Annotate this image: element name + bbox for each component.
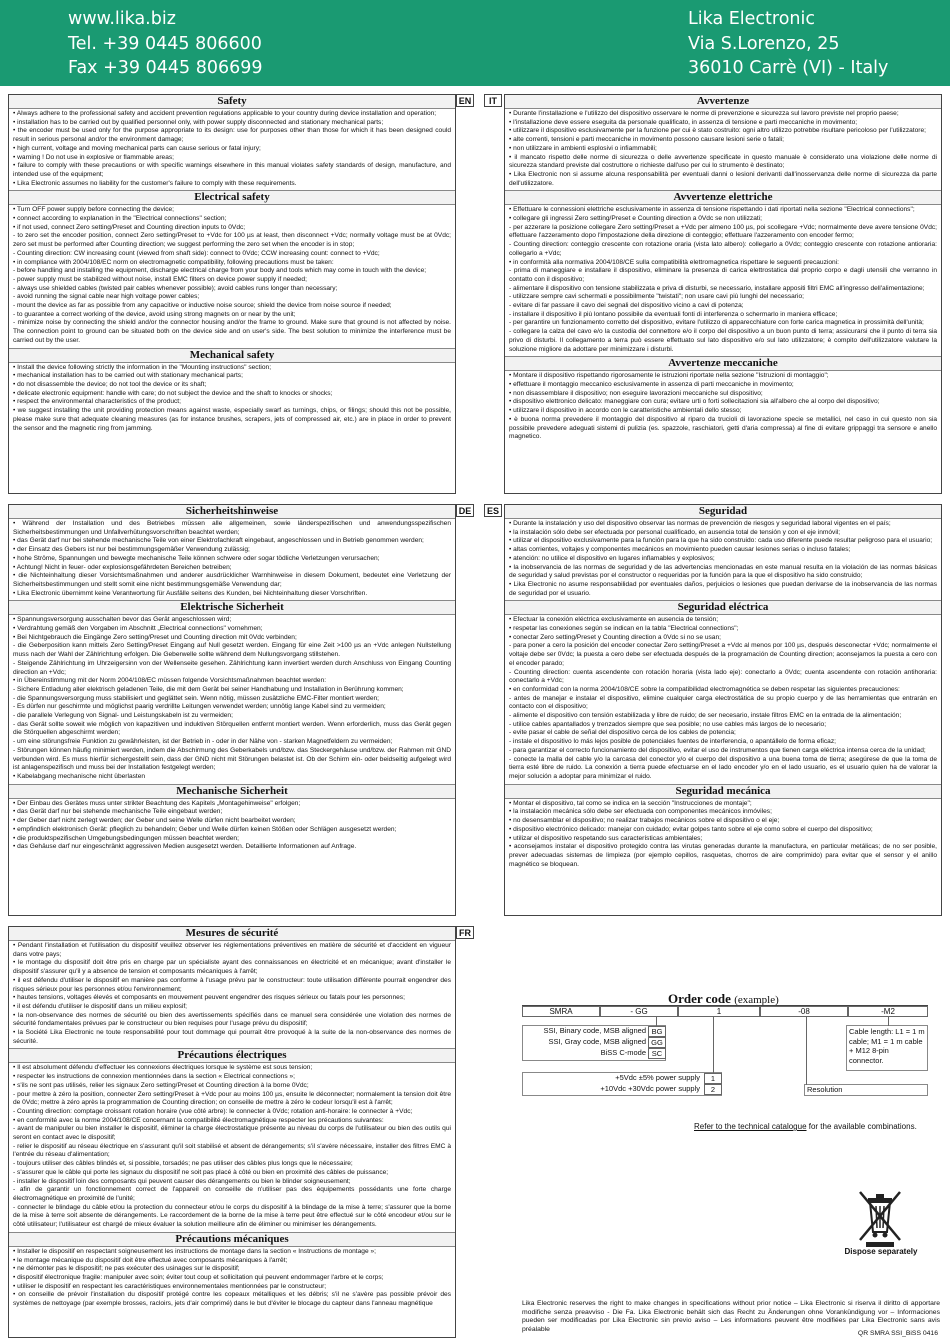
list-item: • le montage du dispositif doit être pris en charge par un spécialiste ayant des connaissances en électricité et en mécanique; avant d'installer le dispositif s'assurer qu'il y a absence de tension et composants mécaniques à l'arrêt;	[13, 959, 451, 976]
list-item: • s'ils ne sont pas utilisés, relier les signaux Zero setting/Preset et Counting direction à la borne 0Vdc;	[13, 1081, 309, 1089]
fr-electrical-title: Précautions électriques	[9, 1048, 455, 1063]
list-item: • il est défendu d'utiliser le dispositif en manière pas conforme à l'usage prévu par le constructeur: toute utilisation différente pourrait engendrer des risques sérieux pour les personnes et/ou l'environnement;	[13, 976, 451, 993]
list-item: - alimente el dispositivo con tensión estabilizada y libre de ruido; de ser necesario, instale filtros EMC en la entrada de la alimentación;	[509, 712, 902, 720]
de-safety-title: Sicherheitshinweise	[9, 505, 455, 519]
code-part-output: - GG	[600, 1006, 678, 1017]
en-safety-title: Safety	[9, 95, 455, 109]
list-item: • die produktspezifischen Umgebungsbedingungen müssen beachtet werden;	[13, 834, 239, 842]
output-option-code-bg: BG	[648, 1026, 666, 1037]
list-item: - utilizzare sempre cavi schermati e possibilmente "twistati"; non usare cavi più lunghi del necessario;	[509, 293, 804, 301]
supply-option-label-1: +5Vdc ±5% power supply	[615, 1073, 700, 1082]
it-safety-list	[505, 109, 941, 190]
catalogue-note-rest: for the available combinations.	[806, 1122, 917, 1131]
list-item: • we suggest installing the unit providing protection means against waste, especially swarf as turnings, chips, or filings; should this not be possible, please make sure that adequate cleaning measures (as for instance brushes, scrapers, jets of compressed air, etc.) are in place in order to prevent the sensor and the magnetic ring from jamming.	[13, 407, 451, 432]
es-mechanical-title: Seguridad mecánica	[505, 784, 941, 799]
de-safety-block	[8, 504, 456, 916]
list-item: • utilizar el dispositivo exclusivamente para la función para la que ha sido construido: cada uso diferente puede resultar peligroso para el usuario;	[509, 537, 933, 545]
it-safety-block	[504, 94, 942, 494]
list-item: - Counting direction: comptage croissant rotation horaire (vue côté arbre): le connecter à 0Vdc; rotation anti-horaire: le connecter à +Vdc;	[13, 1107, 413, 1115]
es-safety-title: Seguridad	[505, 505, 941, 519]
fr-safety-block	[8, 926, 456, 1338]
footer-disclaimer: Lika Electronic reserves the right to make changes in specifications without prior notice – Lika Electronic si riserva il diritto di apportare modifiche senza preavviso - Die Fa. Lika Electronic behält sich das Recht zu Änderungen ohne Vorankündigung vor – Informaciones pueden ser modificadas por Lika Electronic sin previo aviso – Les informations peuvent être modifiées par Lika Electronic sans avis préalable	[522, 1300, 940, 1333]
fr-electrical-list	[9, 1063, 455, 1231]
list-item: • conectar Zero setting/Preset y Counting direction a 0Vdc si no se usan;	[509, 633, 721, 641]
list-item: • il est défendu d'utiliser le dispositif dans un milieu explosif;	[13, 1002, 187, 1010]
list-item: • Montare il dispositivo rispettando rigorosamente le istruzioni riportate nella sezione "Istruzioni di montaggio";	[509, 372, 829, 380]
list-item: - toujours utiliser des câbles blindés et, si possible, torsadés; ne pas utiliser des câbles plus longs que le nécessaire;	[13, 1160, 353, 1168]
code-part-supply: 1	[678, 1006, 760, 1017]
fr-safety-list	[9, 941, 455, 1048]
company-name: Lika Electronic	[688, 9, 815, 29]
list-item: • in conformità alla normativa 2004/108/CE sulla compatibilità elettromagnetica rispettare le seguenti precauzioni:	[509, 258, 839, 266]
header-address	[688, 7, 888, 81]
list-item: • Efectuar la conexión eléctrica exclusivamente en ausencia de tensión;	[509, 616, 719, 624]
list-item: - installare il dispositivo il più lontano possibile da eventuali fonti di interferenza o schermarlo in maniera efficace;	[509, 310, 838, 318]
list-item: • respecter les instructions de connexion mentionnées dans la section « Electrical connections »;	[13, 1073, 295, 1081]
list-item: - conecte la malla del cable y/o la carcasa del conector y/o el cuerpo del dispositivo a una buena toma de tierra; asegúrese de que la toma de tierra esté libre de ruido. La conexión a tierra puede efectuarse en el lado encoder y/o en el lado usuario, es el usuario quien ha de valorar la mejor solución a adoptar para minimizar el ruido.	[509, 755, 937, 780]
list-item: - die Spannungsversorgung muss stabilisiert und geglättet sein. Wenn nötig, müssen zusätzliche EMC-Filter montiert werden;	[13, 694, 380, 702]
list-item: - antes de manejar e instalar el dispositivo, elimine cualquier carga electrostática de su propio cuerpo y de las herramientas que entrarán en contacto con el dispositivo;	[509, 694, 937, 711]
en-safety-list	[9, 109, 455, 190]
en-electrical-title: Electrical safety	[9, 190, 455, 205]
catalogue-note	[694, 1122, 917, 1133]
fax-text: Fax +39 0445 806699	[68, 58, 263, 78]
lang-badge-fr: FR	[456, 926, 474, 939]
list-item: - per azzerare la posizione collegare Zero setting/Preset a +Vdc per almeno 100 µs, poi scollegare +Vdc; normalmente deve avere tensione 0Vdc; effettuare l'azzeramento dopo l'impostazione della direzione di conteggio; effettuare l'azzeramento con encoder fermo;	[509, 223, 937, 240]
list-item: • installation has to be carried out by qualified personnel only, with power supply disconnected and stationary mechanical parts;	[13, 118, 384, 126]
list-item: • utilizzare il dispositivo esclusivamente per la funzione per cui è stato costruito: ogni altro utilizzo potrebbe risultare pericoloso per l'utilizzatore;	[509, 127, 926, 135]
output-option-label-gg: SSI, Gray code, MSB aligned	[548, 1037, 646, 1046]
list-item: • ne démonter pas le dispositif; ne pas exécuter des usinages sur le dispositif;	[13, 1265, 240, 1273]
list-item: • mechanical installation has to be carried out with stationary mechanical parts;	[13, 372, 243, 380]
list-item: • warning ! Do not use in explosive or flammable areas;	[13, 153, 175, 161]
catalogue-link[interactable]: Refer to the technical catalogue	[694, 1122, 807, 1131]
list-item: - die parallele Verlegung von Signal- und Leistungskabeln ist zu vermeiden;	[13, 712, 233, 720]
list-item: - evite pasar el cable de señal del dispositivo cerca de los cables de potencia;	[509, 729, 736, 737]
list-item: - Counting direction: CW increasing count (viewed from shaft side): connect to 0Vdc; CCW increasing count: connect to +Vdc;	[13, 249, 380, 257]
list-item: • la inobservancia de las normas de seguridad y de las advertencias mencionadas en este manual resulta en la violación de las normas básicas de seguridad y salud previstas por el constructor o requeridas por la función para la que el dispositivo ha sido construido;	[509, 563, 937, 580]
lang-badge-de: DE	[456, 504, 474, 517]
en-mechanical-title: Mechanical safety	[9, 348, 455, 363]
list-item: • der Geber darf nicht zerlegt werden; der Geber und seine Welle dürfen nicht bearbeitet werden;	[13, 817, 296, 825]
list-item: • Effettuare le connessioni elettriche esclusivamente in assenza di tensione rispettando i dati riportati nella sezione "Electrical connections";	[509, 206, 915, 214]
de-mechanical-list	[9, 799, 455, 854]
list-item: - alimentare il dispositivo con tensione stabilizzata e priva di disturbi, se necessario, installare appositi filtri EMC all'ingresso dell'alimentazione;	[509, 284, 925, 292]
list-item: • collegare gli ingressi Zero setting/Preset e Counting direction a 0Vdc se non utilizzati;	[509, 215, 763, 223]
list-item: • in compliance with 2004/108/EC norm on electromagnetic compatibility, following precautions must be taken:	[13, 258, 334, 266]
output-option-code-gg: GG	[648, 1037, 666, 1048]
list-item: • effettuare il montaggio meccanico esclusivamente in assenza di parti meccaniche in movimento;	[509, 380, 794, 388]
it-electrical-title: Avvertenze elettriche	[505, 190, 941, 205]
tel-text: Tel. +39 0445 806600	[68, 33, 262, 54]
list-item: - evitare di far passare il cavo dei segnali del dispositivo vicino a cavi di potenza;	[509, 302, 744, 310]
list-item: • dispositivo electrónico delicado: manejar con cuidado; evitar golpes tanto sobre el eje como sobre el cuerpo del dispositivo;	[509, 825, 873, 833]
list-item: - pour mettre à zéro la position, connecter Zero setting/Preset à +Vdc pour au moins 100 µs, ensuite le déconnecter; normalement la tension doit être de 0Vdc; mettre à zéro après la programmation de Counting direction; on conseille de mettre à zéro le codeur lorsqu'il est à l'arrêt;	[13, 1090, 451, 1107]
list-item: - die Geberposition kann mittels Zero Setting/Preset Eingang auf Null gesetzt werden. Eingang für eine Zeit >100 µs an +Vdc anlegen Nullstellung muss nach der Wahl der Zählrichtung erfolgen. Die Geberwelle sollte während dem Nullungsvorgang stillstehen.	[13, 642, 451, 659]
crossed-bin-icon	[848, 1188, 912, 1248]
cable-length-note: Cable length: L1 = 1 m cable; M1 = 1 m cable + M12 8-pin connector.	[846, 1025, 928, 1071]
list-item: • do not disassemble the device; do not tool the device or its shaft;	[13, 380, 207, 388]
page-header	[0, 0, 950, 86]
list-item: • empfindlich elektronisch Gerät: pfleglich zu behandeln; Geber und Welle dürfen keinen Stößen oder Schlägen ausgesetzt werden;	[13, 825, 397, 833]
list-item: - mount the device as far as possible from any capacitive or inductive noise source; shield the device from noise source if needed;	[13, 302, 392, 310]
street-text: Via S.Lorenzo, 25	[688, 33, 840, 54]
es-electrical-title: Seguridad eléctrica	[505, 600, 941, 615]
code-part-resolution: -08	[760, 1006, 848, 1017]
supply-connector-line	[713, 1017, 714, 1073]
en-mechanical-list	[9, 363, 455, 436]
list-item: - minimize noise by connecting the shield and/or the connector housing and/or the frame to ground. Make sure that ground is not affected by noise. The connection point to ground can be situated both on the device side and on user's side. The best solution to minimize the interference must be carried out by the user.	[13, 319, 451, 344]
supply-option-label-2: +10Vdc +30Vdc power supply	[600, 1084, 700, 1093]
list-item: • respetar las conexiones según se indican en la tabla "Electrical connections";	[509, 625, 739, 633]
list-item: • Achtung! Nicht in feuer- oder explosionsgefährdeten Bereichen betreiben;	[13, 563, 232, 571]
es-electrical-list	[505, 615, 941, 783]
order-code-example: (example)	[734, 994, 779, 1006]
list-item: - para poner a cero la posición del encoder conectar Zero setting/Preset a +Vdc al menos por 100 µs, después desconectar +Vdc; normalmente el voltaje debe ser 0Vdc; la puesta a cero debe ser efectuada después de la programación de Counting direction; aconsejamos la puesta a cero con el encoder parado;	[509, 642, 937, 667]
list-item: • the encoder must be used only for the purpose appropriate to its design: use for purposes other than those for which it has been designed could result in serious personal and/or the environment damage;	[13, 127, 451, 144]
list-item: • no desensamblar el dispositivo; no realizar trabajos mecánicos sobre el dispositivo o el eje;	[509, 817, 780, 825]
list-item: • en conformidad con la norma 2004/108/CE sobre la compatibilidad electromagnética se deben respetar las siguientes precauciones:	[509, 685, 900, 693]
list-item: - relier le dispositif au réseau électrique en s'assurant qu'il soit stabilisé et absent de dérangements; s'il s'avère nécessaire, installer des filtres EMC à l'entrée du réseau d'alimentation;	[13, 1142, 451, 1159]
list-item: • in Übereinstimmung mit der Norm 2004/108/EC müssen folgende Vorsichtsmaßnahmen beachtet werden:	[13, 677, 327, 685]
resolution-connector-line	[806, 1017, 807, 1085]
list-item: • Verdrahtung gemäß den Vorgaben im Abschnitt „Electrical connections" vornehmen;	[13, 625, 263, 633]
de-electrical-list	[9, 615, 455, 783]
output-option-code-sc: SC	[648, 1048, 666, 1059]
list-item: • hautes tensions, voltages élevés et composants en mouvement peuvent engendrer des risques sérieux ou fatals pour les personnes;	[13, 994, 405, 1002]
en-safety-block	[8, 94, 456, 494]
list-item: - installer le dispositif loin des composants qui peuvent causer des dérangements ou bien le blinder soigneusement;	[13, 1177, 351, 1185]
en-electrical-list	[9, 205, 455, 347]
list-item: • Il est absolument défendu d'effectuer les connexions électriques lorsque le système est sous tension;	[13, 1064, 313, 1072]
list-item: • le montage mécanique du dispositif doit être effectué avec composants mécaniques à l'arrêt;	[13, 1256, 288, 1264]
list-item: - Counting direction: cuenta ascendente con rotación horaria (vista lado eje): conectarlo a 0Vdc; cuenta ascendente con rotación antihoraria: conectarlo a +Vdc;	[509, 668, 937, 685]
list-item: • utilizar el dispositivo respetando sus características ambientales;	[509, 834, 703, 842]
list-item: • Lika Electronic no asume responsabilidad por eventuales daños, perjuicios o lesiones que puedan derivarse de la inobservancia de las normas de seguridad por el usuario.	[509, 580, 937, 597]
fr-mechanical-title: Précautions mécaniques	[9, 1232, 455, 1247]
list-item: • utiliser le dispositif en respectant les caractéristiques environnementales mentionnées par le constructeur;	[13, 1282, 327, 1290]
list-item: • Lika Electronic non si assume alcuna responsabilità per eventuali danni o lesioni derivanti dall'inosservanza delle norme di sicurezza da parte dell'utilizzatore.	[509, 170, 937, 187]
list-item: • l'installazione deve essere eseguita da personale qualificato, in assenza di tensione e parti meccaniche in movimento;	[509, 118, 858, 126]
list-item: • Install the device following strictly the information in the "Mounting instructions" section;	[13, 363, 272, 371]
list-item: - per garantire un funzionamento corretto del dispositivo, evitare l'utilizzo di apparecchiature con forte carica magnetica in prossimità dell'unità;	[509, 319, 924, 327]
list-item: - para garantizar el correcto funcionamiento del dispositivo, evitar el uso de instrumentos que tienen carga eléctrica intensa cerca de la unidad;	[509, 746, 926, 754]
website-text: www.lika.biz	[68, 9, 176, 29]
supply-option-code-1: 1	[704, 1073, 722, 1084]
it-electrical-list	[505, 205, 941, 356]
lang-badge-en: EN	[456, 94, 474, 107]
es-safety-block	[504, 504, 942, 916]
resolution-label: Resolution	[804, 1084, 928, 1096]
city-text: 36010 Carrè (VI) - Italy	[688, 58, 889, 78]
output-option-label-sc: BiSS C-mode	[600, 1048, 646, 1057]
list-item: • alte correnti, tensioni e parti meccaniche in movimento possono causare lesioni serie o fatali;	[509, 136, 784, 144]
list-item: - afin de garantir un fonctionnement correct de l'appareil on conseille de n'utiliser pas des équipements possédants une forte charge électromagnétique en proximité de l'unité;	[13, 1186, 451, 1202]
list-item: • è buona norma prevedere il montaggio del dispositivo al riparo da trucioli di lavorazione specie se metallici, nel caso in cui questo non sia possibile prevedere adeguati sistemi di pulizia (es. spazzole, raschiatori, getti d'aria compressa) al fine di evitare grippaggi tra sensore e anello magnetico.	[509, 415, 937, 441]
list-item: • hohe Ströme, Spannungen und bewegte mechanische Teile können schwere oder sogar tödliche Verletzungen verursachen;	[13, 554, 380, 562]
list-item: • dispositivo elettronico delicato: maneggiare con cura; evitare urti o forti sollecitazioni sia all'albero che al corpo del dispositivo;	[509, 398, 880, 406]
list-item: • il mancato rispetto delle norme di sicurezza o delle avvertenze specificate in questo manuale è considerato una violazione delle norme di sicurezza standard previste dal costruttore o richieste dall'uso per cui lo strumento è destinato;	[509, 153, 937, 170]
list-item: - to guarantee a correct working of the device, avoid using strong magnets on or near by the unit;	[13, 310, 296, 318]
list-item: • en conformité avec la norme 2004/108/CE concernant la compatibilité électromagnétique respecter les précautions suivantes:	[13, 1116, 384, 1124]
list-item: • failure to comply with these precautions or with specific warnings elsewhere in this manual violates safety standards of design, manufacture, and intended use of the equipment;	[13, 162, 451, 178]
list-item: • dispositif électronique fragile: manipuler avec soin; éviter tout coup et sollicitation qui peuvent endommager l'arbre et le corps;	[13, 1273, 384, 1281]
list-item: - always use shielded cables (twisted pair cables whenever possible); avoid cables runs longer than necessary;	[13, 284, 338, 292]
list-item: • die Nichteinhaltung dieser Vorsichtsmaßnahmen und anderer ausdrücklicher Warnhinweise in diesem Dokument, bedeutet eine Verletzung der Sicherheitsbestimmungen und stellt somit eine nicht bestimmungsgemäße Verwendung dar;	[13, 572, 451, 588]
list-item: - Störungen können häufig minimiert werden, indem die Abschirmung des Geberkabels und/bzw. das Steckergehäuse und/bzw. der Rahmen mit GND verbunden wird. Es muss hierfür sichergestellt sein, dass der GND nicht mit Störungen belastet ist. Ob der Schirm ein- oder beidseitig aufgelegt wird ist anlagenspezifisch und muss bei der Installation festgelegt werden;	[13, 746, 451, 772]
list-item: • Spannungsversorgung ausschalten bevor das Gerät angeschlossen wird;	[13, 616, 232, 624]
de-safety-list	[9, 519, 455, 600]
list-item: - utilice cables apantallados y trenzados siempre que sea posible; no use cables más largos de lo necesario;	[509, 720, 827, 728]
list-item: - das Gerät sollte soweit wie möglich von kapazitiven und induktiven Störquellen entfernt montiert werden. Wenn erforderlich, muss das Gerät gegen die Störquellen abgeschirmt werden;	[13, 720, 451, 737]
list-item: • connect according to explanation in the "Electrical connections" section;	[13, 215, 227, 223]
output-option-label-bg: SSI, Binary code, MSB aligned	[543, 1026, 646, 1035]
list-item: • la Société Lika Electronic ne toute responsabilité pour tout dommage qui pourrait être provoqué à la suite de la non-observance des normes de sécurité.	[13, 1029, 451, 1045]
list-item: • aconsejamos instalar el dispositivo protegido contra las virutas generadas durante la manufactura, en particular metálicas; de no ser posible, prever adecuadas sistemas de limpieza (por ejemplo cepillos, rasquetas, chorros de aire comprimido) para evitar que el sensor y el anillo magnético se bloquean.	[509, 843, 937, 868]
dispose-label: Dispose separately	[844, 1247, 918, 1256]
header-contacts	[68, 7, 263, 81]
de-electrical-title: Elektrische Sicherheit	[9, 600, 455, 615]
list-item: • Kabelabgang mechanische nicht überlasten	[13, 772, 146, 780]
list-item: - to zero set the encoder position, connect Zero setting/Preset to +Vdc for 100 µs at least, then disconnect +Vdc; normally voltage must be at 0Vdc; zero set must be performed after Counting direction; we suggest performing the zero set when the encoder is in stop;	[13, 232, 451, 249]
list-item: • Montar el dispositivo, tal como se indica en la sección "Instrucciones de montaje";	[509, 799, 752, 807]
list-item: - Steigende Zählrichtung im Uhrzeigersinn von der Wellenseite gesehen. Zählrichtung kann invertiert werden durch Anschluss von Eingang Counting direction an +Vdc;	[13, 659, 451, 676]
it-mechanical-title: Avvertenze meccaniche	[505, 356, 941, 371]
supply-option-code-2: 2	[704, 1084, 722, 1095]
list-item: • Durante la instalación y uso del dispositivo observar las normas de prevención de riesgos y seguridad laboral vigentes en el país;	[509, 520, 891, 527]
list-item: - connecter le blindage du câble et/ou la protection du connecteur et/ou le corps du dispositif à la blindage de la mise à terre; s'assurer que la borne de la mise à terre soit absente de dérangements. Le raccordement de la borne de la mise à terre peut être effectué sur le côté encodeur et/ou sur le côté utilisateur; l'utilisateur est chargé de mieux évaluer la solution meilleure afin de éliminer ou minimiser les dérangements.	[13, 1203, 451, 1229]
code-part-model: SMRA	[522, 1006, 600, 1017]
list-item: • Bei Nichtgebrauch die Eingänge Zero setting/Preset und Counting direction mit 0Vdc verbinden;	[13, 633, 297, 641]
list-item: • altas corrientes, voltajes y componentes mecánicos en movimiento pueden causar lesiones serias o incluso fatales;	[509, 546, 851, 554]
list-item: • Durante l'installazione e l'utilizzo del dispositivo osservare le norme di prevenzione e sicurezza sul lavoro previste nel proprio paese;	[509, 110, 899, 117]
list-item: • atención: no utilice el dispositivo en lugares inflamables y explosivos;	[509, 554, 715, 562]
output-connector-line	[656, 1017, 657, 1026]
lang-badge-es: ES	[484, 504, 502, 517]
list-item: • das Gerät darf nur bei stehende mechanische Teile eingebaut werden;	[13, 808, 223, 816]
list-item: • on conseille de prévoir l'installation du dispositif protégé contre les copeaux métalliques et les débris; s'il ne s'avère pas possible prévoir des systèmes de nettoyage (par exemple brosses, racloirs, jets d'air comprimé) dans le but d'éviter le blocage du capteur dans l'anneau magnétique	[13, 1291, 451, 1308]
list-item: • non disassemblare il dispositivo; non eseguire lavorazioni meccaniche sul dispositivo;	[509, 389, 763, 397]
lang-badge-it: IT	[484, 94, 502, 107]
list-item: • non utilizzare in ambienti esplosivi o infiammabili;	[509, 144, 657, 152]
cable-connector-line	[888, 1017, 889, 1026]
it-safety-title: Avvertenze	[505, 95, 941, 109]
list-item: • Pendant l'installation et l'utilisation du dispositif veuillez observer les réglementations préventives en matière de sécurité et d'accident en vigueur dans votre pays;	[13, 942, 451, 958]
list-item: - avant de manipuler ou bien installer le dispositif, éliminer la charge électrostatique présente au niveau du corps de l'utilisateur ou bien des outils qui seront en contact avec le dispositif;	[13, 1125, 451, 1142]
list-item: • Always adhere to the professional safety and accident prevention regulations applicable to your country during device installation and operation;	[13, 110, 437, 117]
fr-mechanical-list	[9, 1247, 455, 1311]
list-item: • Lika Electronic assumes no liability for the customer's failure to comply with these requirements.	[13, 179, 297, 187]
list-item: • utilizzare il dispositivo in accordo con le caratteristiche ambientali dello stesso;	[509, 407, 742, 415]
list-item: • der Einsatz des Gebers ist nur bei bestimmungsgemäßer Verwendung zulässig;	[13, 546, 250, 554]
list-item: • das Gerät darf nur bei stehende mechanische Teile von einer Elektrofachkraft eingebaut, angeschlossen und in Betrieb genommen werden;	[13, 537, 424, 545]
de-mechanical-title: Mechanische Sicherheit	[9, 784, 455, 799]
it-mechanical-list	[505, 371, 941, 444]
list-item: • delicate electronic equipment: handle with care; do not subject the device and the shaft to knocks or shocks;	[13, 389, 333, 397]
list-item: • das Gehäuse darf nur eingeschränkt aggressiven Medien ausgesetzt werden. Detaillierte Informationen auf Anfrage.	[13, 843, 357, 851]
order-code-label: Order code	[668, 991, 731, 1006]
list-item: • Der Einbau des Gerätes muss unter strikter Beachtung des Kapitels „Montagehinweise" erfolgen;	[13, 799, 301, 807]
list-item: • la instalación sólo debe ser efectuada por personal cualificado, en ausencia total de tensión y con el eje inmóvil;	[509, 528, 841, 536]
list-item: • Turn OFF power supply before connecting the device;	[13, 206, 175, 214]
list-item: - collegare la calza del cavo e/o la custodia del connettore e/o il corpo del dispositivo a un buon punto di terra; assicurarsi che il punto di terra sia privo di disturbi. Il collegamento a terra può essere effettuato sul lato dispositivo e/o sul lato utilizzatore; è compito dell'utilizzatore valutare la soluzione migliore da adottare per minimizzare i disturbi.	[509, 328, 937, 353]
list-item: • la instalación mecánica sólo debe ser efectuada con componentes mecánicos inmóviles;	[509, 808, 772, 816]
list-item: - s'assurer que le câble qui porte les signaux du dispositif ne soit pas placé à côté ou bien en proximité des câbles de puissance;	[13, 1168, 389, 1176]
list-item: • if not used, connect Zero setting/Preset and Counting direction inputs to 0Vdc;	[13, 223, 246, 231]
es-mechanical-list	[505, 799, 941, 872]
list-item: - power supply must be stabilized without noise, install EMC filters on device power supply if needed;	[13, 275, 307, 283]
list-item: • Lika Electronic übernimmt keine Verantwortung für Ausfälle seitens des Kunden, bei Nichteinhaltung dieser Vorschriften.	[13, 589, 368, 597]
list-item: - Sichere Entladung aller elektrisch geladenen Teile, die mit dem Gerät bei seiner Handhabung und Installation in Berührung kommen;	[13, 685, 404, 693]
fr-safety-title: Mesures de sécurité	[9, 927, 455, 941]
weee-symbol	[848, 1188, 912, 1248]
list-item: • Installer le dispositif en respectant soigneusement les instructions de montage dans la section « Instructions de montage »;	[13, 1247, 376, 1255]
list-item: - before handling and installing the equipment, discharge electrical charge from your body and tools which may come in touch with the device;	[13, 267, 427, 275]
es-safety-list	[505, 519, 941, 600]
list-item: - Counting direction: conteggio crescente con rotazione oraria (vista lato albero): collegarlo a 0Vdc; conteggio crescente con rotazione antioraria: collegarlo a +Vdc;	[509, 241, 937, 257]
list-item: - prima di maneggiare e installare il dispositivo, eliminare la presenza di carica elettrostatica dal proprio corpo e dagli utensili che verranno in contatto con il dispositivo;	[509, 267, 937, 283]
list-item: - instale el dispositivo lo más lejos posible de potenciales fuentes de interferencia, o apantállelo de forma eficaz;	[509, 738, 836, 746]
list-item: • Während der Installation und des Betriebes müssen alle allgemeinen, sowie länderspezifischen und anwendungsspezifischen Sicherheitsbestimmungen und Unfallverhütungsvorschriften beachtet werden;	[13, 520, 451, 536]
doc-code: QR SMRA SSI_BiSS 0416	[857, 1330, 938, 1337]
list-item: • respect the environmental characteristics of the product;	[13, 398, 181, 406]
list-item: - avoid running the signal cable near high voltage power cables;	[13, 293, 200, 301]
code-part-cable: -M2	[848, 1006, 928, 1017]
list-item: • la non-observance des normes de sécurité ou bien des avertissements spécifiés dans ce manuel sera considérée une violation des normes de sécurité fondamentales prévues par le constructeur ou bien requises pour l'usage prévu du dispositif;	[13, 1011, 451, 1028]
list-item: - um eine störungsfreie Funktion zu gewährleisten, ist der Betrieb in - oder in der Nähe von - starken Magnetfeldern zu vermeiden;	[13, 738, 393, 746]
list-item: - Es dürfen nur geschirmte und möglichst paarig verdrillte Leitungen verwendet werden; unnötig lange Kabel sind zu vermeiden;	[13, 703, 386, 711]
list-item: • high current, voltage and moving mechanical parts can cause serious or fatal injury;	[13, 144, 261, 152]
